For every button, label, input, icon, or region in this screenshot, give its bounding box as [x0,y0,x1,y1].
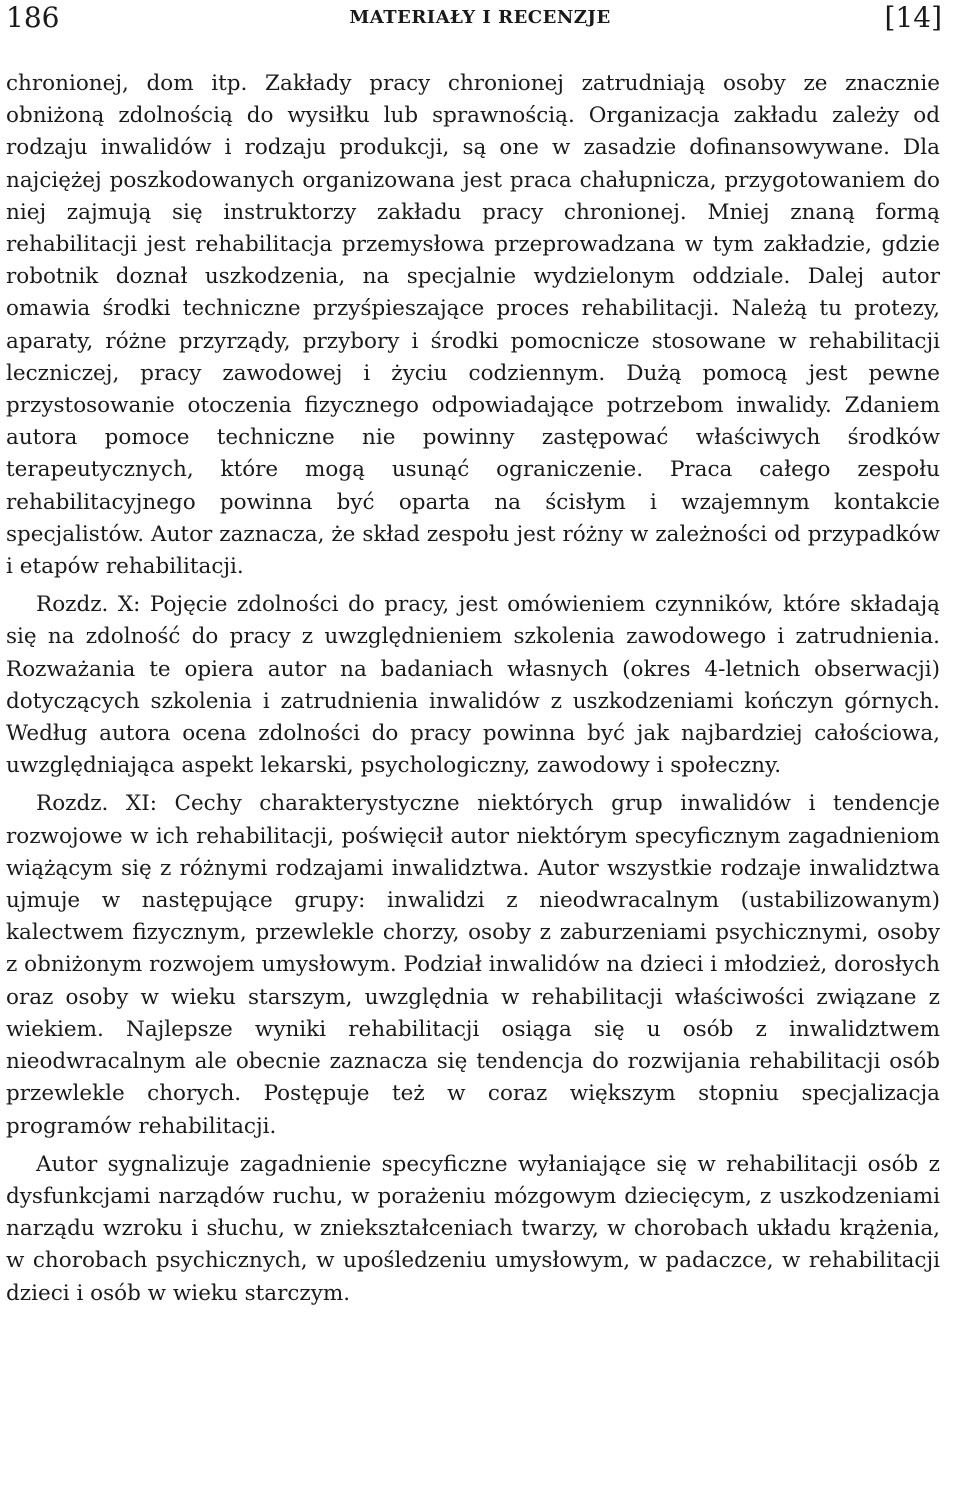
paragraph-continuation: chronionej, dom itp. Zakłady pracy chronionej zatrudniają osoby ze znacznie obniżoną zdolnością do wysiłku lub sprawnością. Organizacja zakładu zależy od rodzaju inwalidów i rodzaju produkcji, są one w zasadzie dofinansowywane. Dla najciężej poszkodowanych organizowana jest praca chałupnicza, przygotowaniem do niej zajmują się instruktorzy zakładu pracy chronionej. Mniej znaną formą rehabilitacji jest rehabilitacja przemysłowa przeprowadzana w tym zakładzie, gdzie robotnik doznał uszkodzenia, na specjalnie wydzielonym oddziale. Dalej autor omawia środki techniczne przyśpieszające proces rehabilitacji. Należą tu protezy, aparaty, różne przyrządy, przybory i środki pomocnicze stosowane w rehabilitacji leczniczej, pracy zawodowej i życiu codziennym. Dużą pomocą jest pewne przystosowanie otoczenia fizycznego odpowiadające potrzebom inwalidy. Zdaniem autora pomoce techniczne nie powinny zastępować właściwych środków terapeutycznych, które mogą usunąć ograniczenie. Praca całego zespołu rehabilitacyjnego powinna być oparta na ścisłym i wzajemnym kontakcie specjalistów. Autor zaznacza, że skład zespołu jest różny w zależności od przypadków i etapów rehabilitacji. [6,71,940,580]
paragraph-chapter-x: Rozdz. X: Pojęcie zdolności do pracy, jest omówieniem czynników, które składają się na zdolność do pracy z uwzględnieniem szkolenia zawodowego i zatrudnienia. Rozważania te opiera autor na badaniach własnych (okres 4-letnich obserwacji) dotyczących szkolenia i zatrudnienia inwalidów z uszkodzeniami kończyn górnych. Według autora ocena zdolności do pracy powinna być jak najbardziej całościowa, uwzględniająca aspekt lekarski, psychologiczny, zawodowy i społeczny. [6,592,940,779]
page-header [0,0,960,40]
article-body [6,68,940,1310]
paragraph-chapter-xi: Rozdz. XI: Cechy charakterystyczne niektórych grup inwalidów i tendencje rozwojowe w ich rehabilitacji, poświęcił autor niektórym specyficznym zagadnieniom wiążącym się z różnymi rodzajami inwalidztwa. Autor wszystkie rodzaje inwalidztwa ujmuje w następujące grupy: inwalidzi z nieodwracalnym (ustabilizowanym) kalectwem fizycznym, przewlekle chorzy, osoby z zaburzeniami psychicznymi, osoby z obniżonym rozwojem umysłowym. Podział inwalidów na dzieci i młodzież, dorosłych oraz osoby w wieku starszym, uwzględnia w rehabilitacji właściwości związane z wiekiem. Najlepsze wyniki rehabilitacji osiąga się u osób z inwalidztwem nieodwracalnym ale obecnie zaznacza się tendencja do rozwijania rehabilitacji osób przewlekle chorych. Postępuje też w coraz większym stopniu specjalizacja programów rehabilitacji. [6,791,940,1139]
running-title: MATERIAŁY I RECENZJE [349,7,611,28]
paragraph-specific-issues: Autor sygnalizuje zagadnienie specyficzne wyłaniające się w rehabilitacji osób z dysfunkcjami narządów ruchu, w porażeniu mózgowym dziecięcym, z uszkodzeniami narządu wzroku i słuchu, w zniekształceniach twarzy, w chorobach układu krążenia, w chorobach psychicznych, w upośledzeniu umysłowym, w padaczce, w rehabilitacji dzieci i osób w wieku starczym. [6,1151,940,1306]
page-number: 186 [6,1,60,34]
reference-number: [14] [884,1,942,34]
